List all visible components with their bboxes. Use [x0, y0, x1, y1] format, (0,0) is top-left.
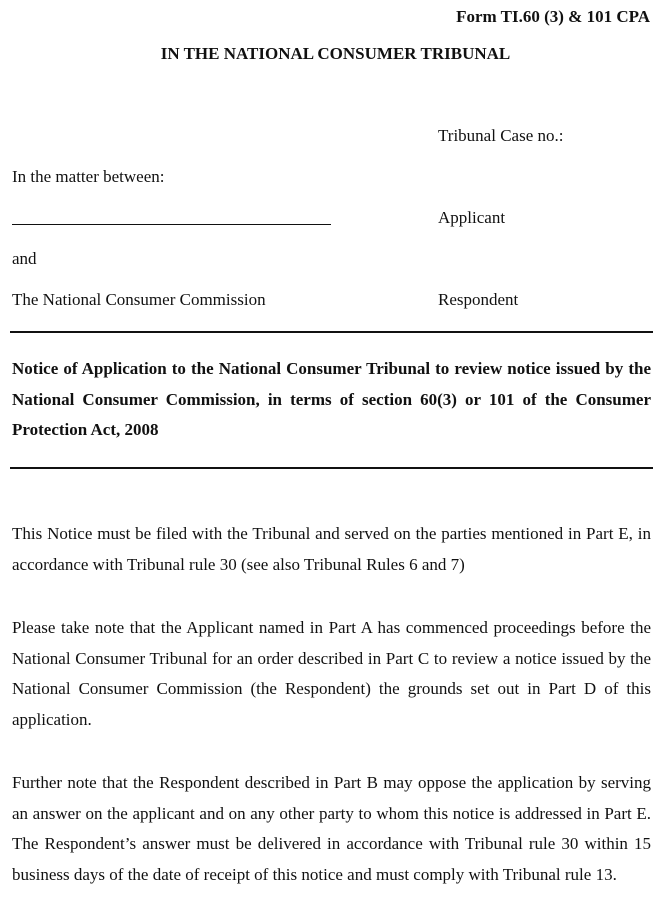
notice-title: Notice of Application to the National Consumer Tribunal to review notice issued by the National Consumer Commission, in terms of section 60(3) or 101 of the Consumer Protection Act, 2008 — [12, 359, 651, 439]
respondent-name: The National Consumer Commission — [12, 290, 266, 309]
paragraph-opposition: Further note that the Respondent described in Part B may oppose the application by serving an answer on the applicant and on any other party to whom this notice is addressed in Part E. The Respondent’s answer must be delivered in accordance with Tribunal rule 30 within 15 business days of the date of receipt of this notice and must comply with Tribunal rule 13. — [12, 773, 651, 884]
case-number-label: Tribunal Case no.: — [438, 126, 564, 145]
and-label: and — [12, 249, 37, 268]
respondent-label: Respondent — [438, 290, 519, 309]
applicant-name-blank[interactable] — [12, 224, 331, 225]
applicant-label: Applicant — [438, 208, 506, 227]
form-reference: Form TI.60 (3) & 101 CPA — [456, 7, 650, 26]
matter-label: In the matter between: — [12, 167, 165, 186]
divider-bottom — [10, 467, 653, 469]
paragraph-proceedings: Please take note that the Applicant named in Part A has commenced proceedings before the National Consumer Tribunal for an order described in Part C to review a notice issued by the National Consumer Commission (the Respondent) the grounds set out in Part D of this application. — [12, 618, 651, 729]
paragraph-filing: This Notice must be filed with the Tribunal and served on the parties mentioned in Part E, in accordance with Tribunal rule 30 (see also Tribunal Rules 6 and 7) — [12, 524, 651, 574]
divider-top — [10, 331, 653, 333]
document-title: IN THE NATIONAL CONSUMER TRIBUNAL — [160, 44, 511, 63]
